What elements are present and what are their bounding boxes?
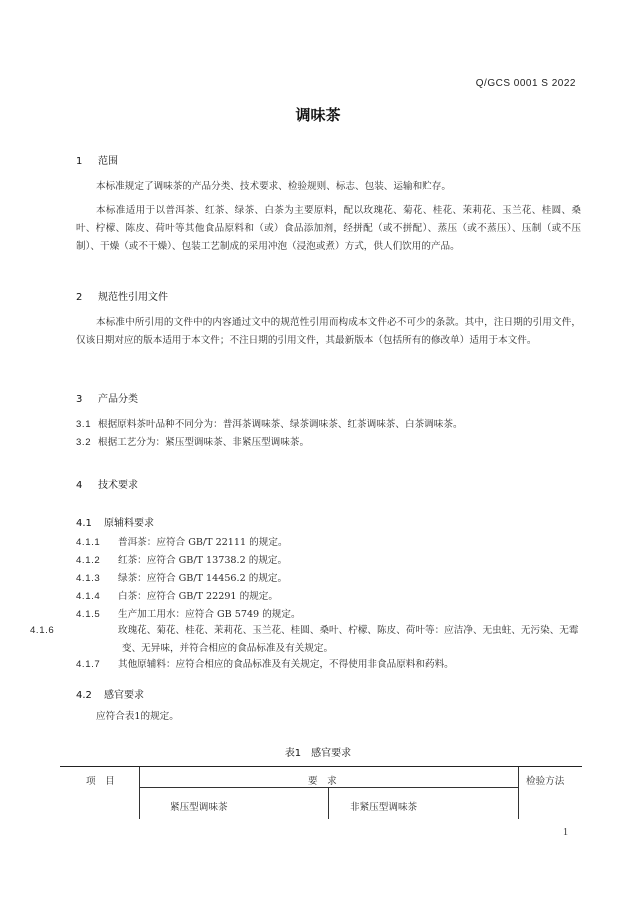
section-number: 3 (76, 394, 83, 405)
clause-text: 生产加工用水：应符合 GB 5749 的规定。 (118, 609, 301, 620)
table-1-caption: 表1 感官要求 (284, 748, 352, 759)
clause-3-1 (76, 416, 581, 434)
clause-number: 4.1.2 (76, 555, 101, 566)
document-title: 调味茶 (295, 106, 341, 124)
table-header-requirement: 要 求 (308, 776, 337, 787)
table-column-divider (328, 787, 329, 819)
clause-number: 4.1.7 (76, 659, 101, 670)
table-row-divider (139, 787, 518, 788)
section-title: 感官要求 (104, 690, 144, 701)
section-3-heading (76, 390, 138, 405)
section-1-paragraph-2: 本标准适用于以普洱茶、红茶、绿茶、白茶为主要原料，配以玫瑰花、菊花、桂花、茉莉花、玉兰花、桂圆、桑叶、柠檬、陈皮、荷叶等其他食品原料和（或）食品添加剂，经拼配（或不拼配）、蒸压（或不蒸压）、压制（或不压制）、干燥（或不干燥）、包装工艺制成的采用冲泡（浸泡或煮）方式，供人们饮用的产品。 (76, 205, 581, 252)
clause-number: 4.1.3 (76, 573, 101, 584)
section-title: 规范性引用文件 (98, 292, 168, 303)
standard-code: Q/GCS 0001 S 2022 (475, 78, 576, 89)
clause-text: 根据原料茶叶品种不同分为：普洱茶调味茶、绿茶调味茶、红茶调味茶、白茶调味茶。 (98, 419, 463, 430)
section-4-1-heading (76, 514, 154, 529)
clause-number: 4.1.5 (76, 609, 101, 620)
clause-text: 玫瑰花、菊花、桂花、茉莉花、玉兰花、桂圆、桑叶、柠檬、陈皮、荷叶等：应洁净、无虫蛀、无污染、无霉变、无异味，并符合相应的食品标准及有关规定。 (118, 625, 579, 654)
table-header-item: 项 目 (86, 776, 115, 787)
clause-number: 4.1.6 (30, 625, 55, 636)
section-1-heading (76, 152, 118, 167)
section-2-paragraph: 本标准中所引用的文件中的内容通过文中的规范性引用而构成本文件必不可少的条款。其中，注日期的引用文件，仅该日期对应的版本适用于本文件；不注日期的引用文件，其最新版本（包括所有的修改单）适用于本文件。 (76, 317, 581, 346)
clause-text: 普洱茶：应符合 GB/T 22111 的规定。 (118, 537, 288, 548)
section-title: 产品分类 (98, 394, 138, 405)
clause-4-1-2 (76, 552, 581, 570)
section-4-2-paragraph: 应符合表1的规定。 (96, 711, 179, 722)
table-1 (60, 766, 582, 819)
section-2-heading (76, 288, 168, 303)
section-4-heading (76, 476, 138, 491)
clause-number: 4.1.4 (76, 591, 101, 602)
section-4-2-heading (76, 686, 144, 701)
clause-number: 3.1 (76, 419, 92, 430)
clause-text: 白茶：应符合 GB/T 22291 的规定。 (118, 591, 278, 602)
clause-3-2 (76, 434, 581, 452)
clause-4-1-7 (76, 656, 581, 674)
section-number: 1 (76, 156, 83, 167)
table-column-divider (518, 767, 519, 819)
section-number: 4 (76, 480, 83, 491)
section-title: 技术要求 (98, 480, 138, 491)
clause-text: 根据工艺分为：紧压型调味茶、非紧压型调味茶。 (98, 437, 310, 448)
section-title: 范围 (98, 156, 118, 167)
clause-4-1-1 (76, 534, 581, 552)
table-column-divider (139, 767, 140, 819)
section-title: 原辅料要求 (104, 518, 154, 529)
clause-text: 绿茶：应符合 GB/T 14456.2 的规定。 (118, 573, 288, 584)
page-number: 1 (563, 827, 568, 838)
clause-4-1-4 (76, 588, 581, 606)
section-number: 4.1 (76, 518, 92, 529)
section-number: 4.2 (76, 690, 92, 701)
clause-number: 4.1.1 (76, 537, 101, 548)
section-number: 2 (76, 292, 83, 303)
clause-4-1-3 (76, 570, 581, 588)
clause-text: 红茶：应符合 GB/T 13738.2 的规定。 (118, 555, 288, 566)
clause-4-1-6 (30, 622, 581, 658)
section-1-paragraph-1: 本标准规定了调味茶的产品分类、技术要求、检验规则、标志、包装、运输和贮存。 (96, 181, 451, 192)
table-header-method: 检验方法 (526, 776, 565, 787)
table-subheader-pressed: 紧压型调味茶 (170, 802, 228, 813)
table-subheader-non-pressed: 非紧压型调味茶 (350, 802, 418, 813)
clause-number: 3.2 (76, 437, 92, 448)
clause-text: 其他原辅料：应符合相应的食品标准及有关规定，不得使用非食品原料和药料。 (118, 659, 454, 670)
